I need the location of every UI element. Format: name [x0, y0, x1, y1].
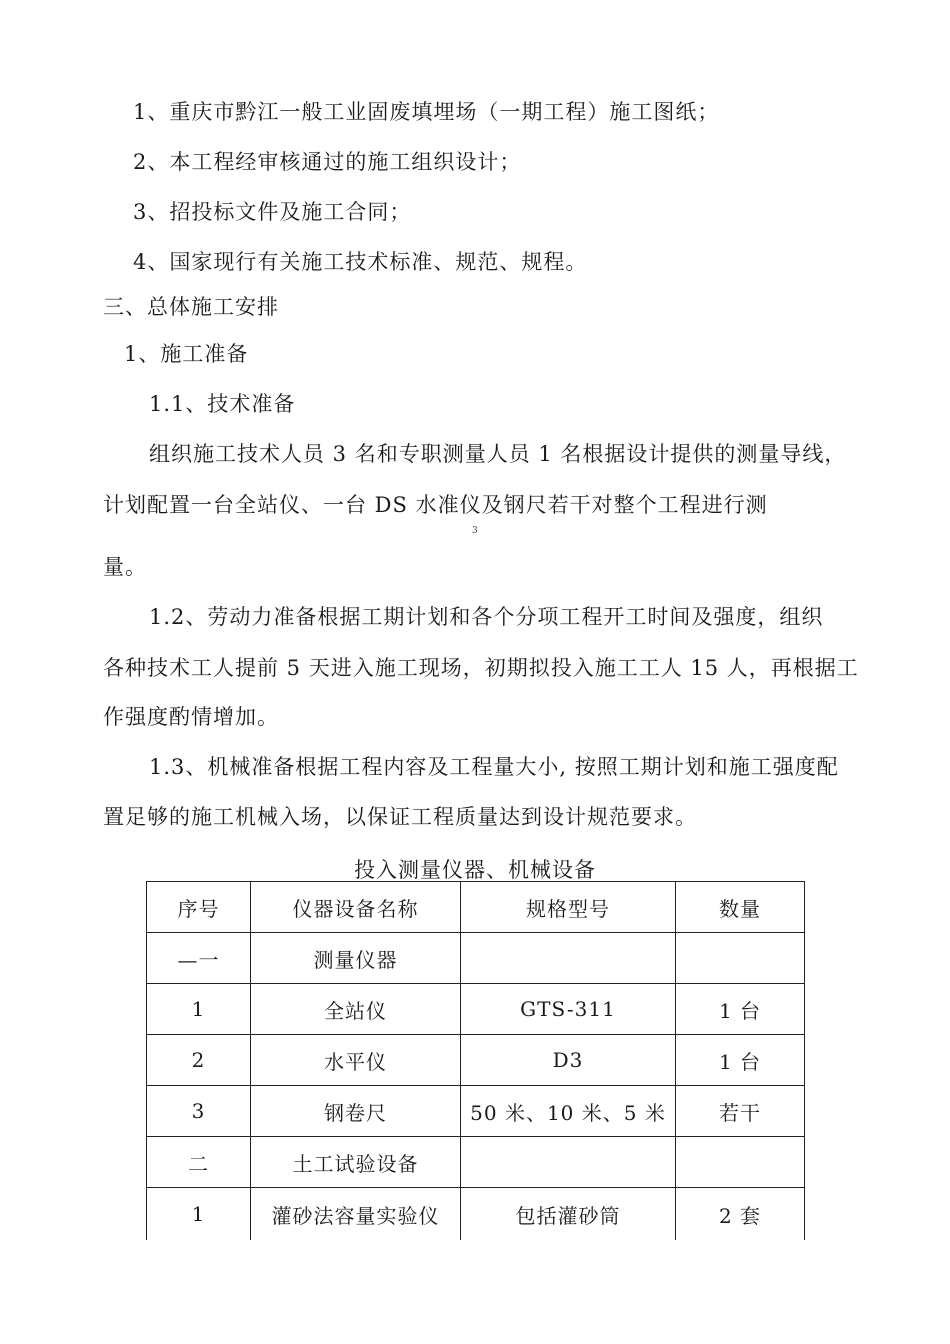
cell-index: 二: [147, 1137, 251, 1188]
cell-index: 3: [147, 1086, 251, 1137]
cell-name: 土工试验设备: [251, 1137, 461, 1188]
header-spec: 规格型号: [461, 882, 676, 933]
table-row: [147, 984, 805, 1035]
labor-prep-line-2: 各种技术工人提前 5 天进入施工现场，初期拟投入施工工人 15 人，再根据工: [103, 656, 859, 680]
page-number: 3: [472, 526, 478, 536]
section-title: 三、总体施工安排: [103, 295, 279, 319]
table-row: [147, 1035, 805, 1086]
cell-quantity: 1 台: [676, 984, 805, 1035]
header-quantity: 数量: [676, 882, 805, 933]
cell-name: 水平仪: [251, 1035, 461, 1086]
cell-index: 1: [147, 1188, 251, 1241]
cell-spec: [461, 933, 676, 984]
cell-quantity: [676, 933, 805, 984]
table-row: [147, 933, 805, 984]
tech-prep-heading: 1.1、技术准备: [149, 392, 296, 416]
cell-index: 2: [147, 1035, 251, 1086]
header-name: 仪器设备名称: [251, 882, 461, 933]
subsection-title: 1、施工准备: [124, 342, 249, 366]
cell-name: 全站仪: [251, 984, 461, 1035]
cell-name: 钢卷尺: [251, 1086, 461, 1137]
tech-prep-line-1: 组织施工技术人员 3 名和专职测量人员 1 名根据设计提供的测量导线，: [149, 442, 847, 466]
cell-spec: GTS-311: [461, 984, 676, 1035]
cell-index: 1: [147, 984, 251, 1035]
equipment-table: [146, 881, 805, 1240]
table-header-row: [147, 882, 805, 933]
labor-prep-line-3: 作强度酌情增加。: [103, 705, 279, 729]
basis-item-4: 4、国家现行有关施工技术标准、规范、规程。: [133, 250, 588, 274]
cell-name: 测量仪器: [251, 933, 461, 984]
cell-spec: D3: [461, 1035, 676, 1086]
basis-item-1: 1、重庆市黔江一般工业固废填埋场（一期工程）施工图纸；: [133, 100, 720, 124]
cell-name: 灌砂法容量实验仪: [251, 1188, 461, 1241]
basis-item-3: 3、招投标文件及施工合同；: [133, 200, 412, 224]
table-row: [147, 1086, 805, 1137]
cell-quantity: [676, 1137, 805, 1188]
cell-spec: 包括灌砂筒: [461, 1188, 676, 1241]
table-row: [147, 1137, 805, 1188]
table-row: [147, 1188, 805, 1241]
cell-quantity: 2 套: [676, 1188, 805, 1241]
basis-item-2: 2、本工程经审核通过的施工组织设计；: [133, 150, 522, 174]
cell-spec: 50 米、10 米、5 米: [461, 1086, 676, 1137]
cell-index: —一: [147, 933, 251, 984]
tech-prep-line-2: 计划配置一台全站仪、一台 DS 水准仪及钢尺若干对整个工程进行测: [103, 493, 768, 517]
labor-prep-line-1: 1.2、劳动力准备根据工期计划和各个分项工程开工时间及强度，组织: [149, 605, 824, 629]
machine-prep-line-2: 置足够的施工机械入场，以保证工程质量达到设计规范要求。: [103, 805, 697, 829]
table-caption: 投入测量仪器、机械设备: [354, 858, 596, 882]
header-index: 序号: [147, 882, 251, 933]
machine-prep-line-1: 1.3、机械准备根据工程内容及工程量大小, 按照工期计划和施工强度配: [149, 755, 839, 779]
cell-quantity: 若干: [676, 1086, 805, 1137]
cell-quantity: 1 台: [676, 1035, 805, 1086]
tech-prep-line-3: 量。: [103, 555, 147, 579]
cell-spec: [461, 1137, 676, 1188]
